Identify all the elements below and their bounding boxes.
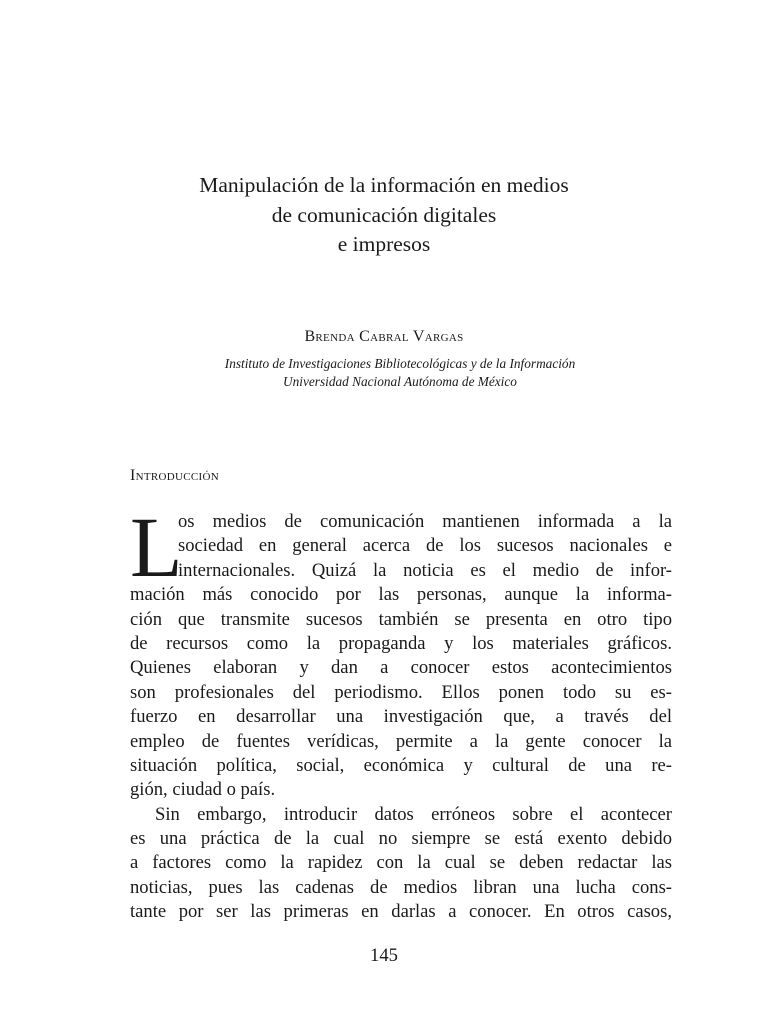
paragraph-line: noticias, pues las cadenas de medios libran una lucha cons- [130, 876, 672, 898]
paragraph-line: Sin embargo, introducir datos erróneos sobre el acontecer [155, 803, 672, 825]
paragraph-line: ción que transmite sucesos también se presenta en otro tipo [130, 608, 672, 630]
article-title [0, 171, 768, 260]
paragraph-line: es una práctica de la cual no siempre se está exento debido [130, 828, 672, 850]
article-title-line: e impresos [337, 232, 431, 256]
author-affiliation [0, 355, 768, 390]
paragraph-line: sociedad en general acerca de los sucesos nacionales e [178, 535, 672, 557]
paragraph-line: son profesionales del periodismo. Ellos ponen todo su es- [130, 681, 672, 703]
section-heading: Introducción [130, 467, 219, 484]
paragraph-line: fuerzo en desarrollar una investigación que, a través del [130, 706, 672, 728]
paragraph-line: gión, ciudad o país. [130, 779, 276, 801]
page-number: 145 [370, 945, 398, 966]
paragraph-line: a factores como la rapidez con la cual se deben redactar las [130, 852, 672, 874]
affiliation-institute: Instituto de Investigaciones Bibliotecológicas y de la Información [224, 356, 576, 371]
paragraph-line: os medios de comunicación mantienen informada a la [178, 511, 672, 532]
paragraph-line: empleo de fuentes verídicas, permite a la gente conocer la [130, 730, 672, 752]
paragraph-line: de recursos como la propaganda y los materiales gráficos. [130, 632, 672, 654]
body-text [130, 499, 672, 925]
paragraph-line: situación política, social, económica y cultural de una re- [130, 754, 672, 776]
paragraph-line: internacionales. Quizá la noticia es el medio de infor- [178, 559, 672, 581]
article-title-line: de comunicación digitales [271, 202, 497, 227]
paragraph-line: mación más conocido por las personas, aunque la informa- [130, 584, 672, 606]
article-title-line: Manipulación de la información en medios [199, 173, 569, 197]
paragraph-line: Quienes elaboran y dan a conocer estos acontecimientos [130, 657, 672, 679]
affiliation-university: Universidad Nacional Autónoma de México [283, 373, 517, 389]
paragraph-line: tante por ser las primeras en darlas a conocer. En otros casos, [130, 901, 672, 923]
drop-cap: L [130, 499, 183, 595]
author-name: Brenda Cabral Vargas [304, 328, 464, 345]
